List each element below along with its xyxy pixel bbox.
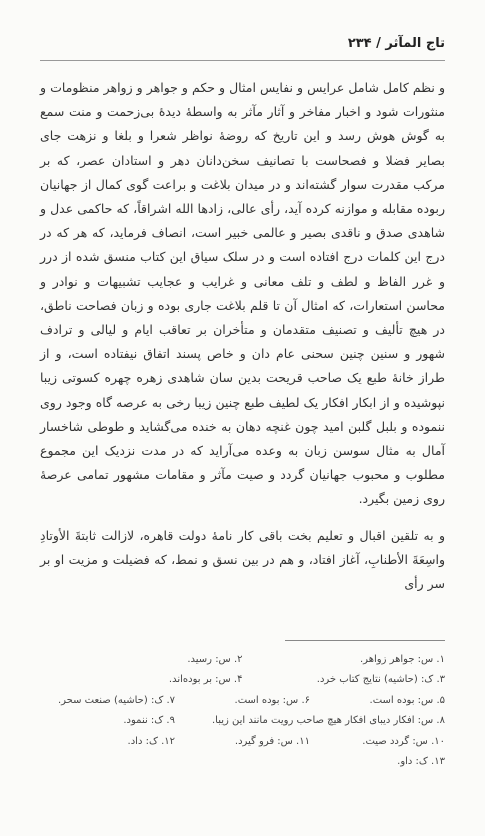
footnote-row [40, 752, 445, 772]
footnote: ۲. س: رسید. [187, 654, 243, 665]
footnote-rule [285, 640, 445, 641]
main-text [40, 76, 445, 596]
footnote-row [40, 650, 445, 670]
footnote: ۱۲. ک: داد. [127, 735, 175, 747]
footnote-row [40, 711, 445, 731]
footnote: ۶. س: بوده است. [234, 694, 310, 706]
footnote: ۱۱. س: فرو گیرد. [234, 735, 310, 747]
footnote-row [40, 732, 445, 752]
footnote-row [40, 691, 445, 711]
paragraph-2: و به تلقین اقبال و تعلیم بخت باقی کار نامهٔ دولت قاهره، لازالت ثابتةَ الأوتادِ واسِعَةَ الأطنابِ، آغاز افتاد، و هم در بین نسق و نمط، که فضیلت و مزیت او بر سر رأی [40, 527, 445, 592]
footnote-row [40, 670, 445, 690]
footnote: ۱. س: جواهر زواهر. [360, 654, 445, 665]
footnote: ۹. ک: ننمود. [123, 715, 175, 727]
header-rule [40, 60, 445, 61]
footnote: ۱۳. ک: داو. [397, 756, 445, 768]
footnote: ۱۰. س: گردد صیت. [362, 735, 445, 747]
footnote: ۸. س: افکار دیبای افکار هیچ صاحب رویت مانند این زیبا. [212, 715, 445, 727]
paragraph-1: و نظم کامل شامل عرایس و نفایس امثال و حکم و جواهر و زواهر منظومات و منثورات شود و اخبار مفاخر و آثار مآثر به واسطهٔ دیدهٔ بی‌زحمت و منت سمع به گوش هوش رسد و این تاریخ که روضهٔ نواظر شعرا و بلغا و نزهت جای بصایر فضلا و فصحاست با تصانیف سخن‌دانان دهر و استادان عصر، که بر مرکب مقدرت سوار گشته‌اند و در میدان بلاغت و براعت گوی کمال از جهانیان ربوده مقابله و موازنه کرده آید، رأی عالی، زادها الله اشراقاً، که حاکمی عدل و شاهدی صدق و ناقدی بصیر و عالمی خبیر است، انصاف فرماید، که هر که در درج این کلمات درج افتاده است و در سلک سیاق این کتاب منسق شده از درر و غرر الفاظ و لطف و تلف معانی و غرایب و عجایب تشبیهات و نوادر و محاسن استعارات، که امثال آن تا قلم بلاغت جاری بوده و زبان فصاحت ناطق، در هیچ تألیف و تصنیف متقدمان و متأخران بر تعاقب ایام و لیالی و ترادف شهور و سنین چنین سحنی عام دان و خاص پسند اتفاق نیفتاده است، و از طراز خانهٔ طبع یک صاحب قریحت بدین سان شاهدی زهره چهره کسوتی زیبا نپوشیده و از ابکار افکار یک لطیف طبع چنین زیبا رخی به عرصه گاه وجود روی ننموده و بلبل گلبن امید چون غنچه دهان به خنده می‌گشاید و طوطی شاخسار آمال به مثال سوسن زبان به وعده می‌آراید که در مدت نزدیک این مجموع مطلوب و محبوب جهانیان گردد و صیت مآثر و مقامات مشهور تمامی عرصهٔ روی زمین بگیرد. [40, 80, 445, 507]
footnote: ۷. ک: (حاشیه) صنعت سحر. [57, 694, 175, 706]
footnote: ۴. س: بر بوده‌اند. [168, 674, 243, 686]
running-head: تاج المآثر / ۲۳۴ [347, 36, 445, 51]
footnote: ۵. س: بوده است. [369, 694, 445, 706]
footnote: ۳. ک: (حاشیه) نتایج کتاب خرد. [316, 674, 445, 686]
footnotes [40, 650, 445, 772]
